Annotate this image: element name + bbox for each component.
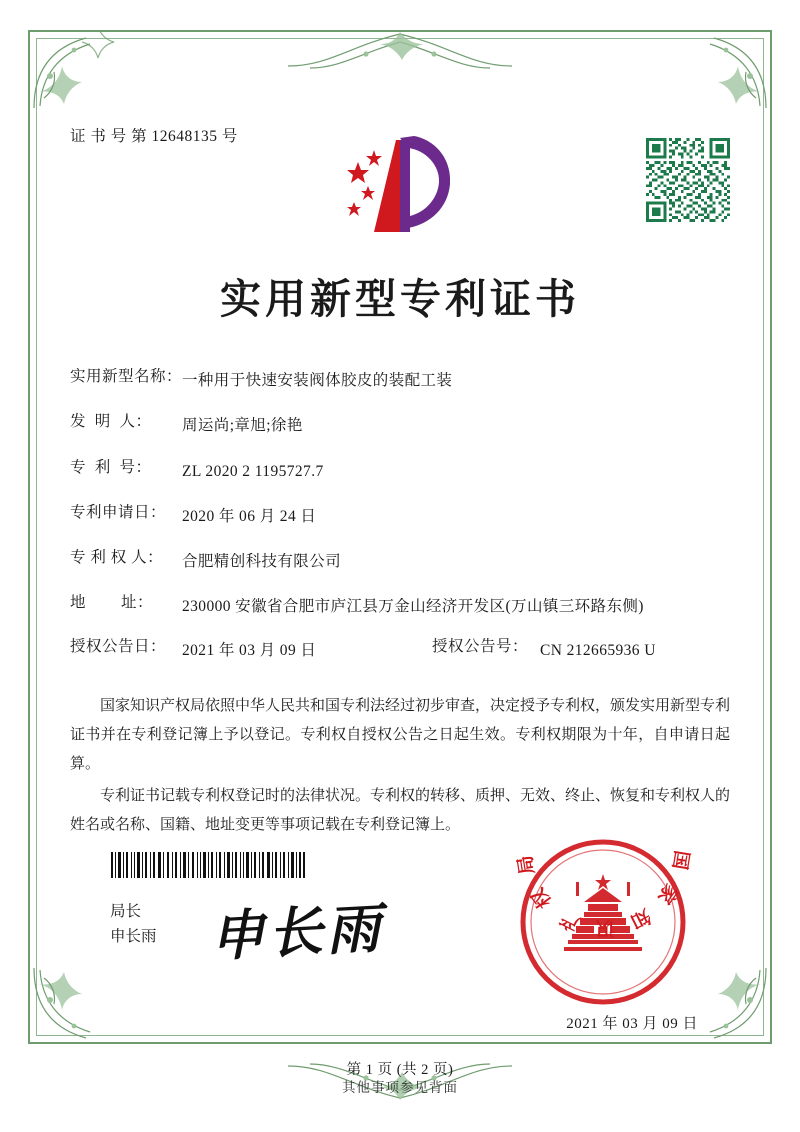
announce-date-label: 授权公告日： (70, 637, 167, 655)
qr-code-icon (646, 138, 730, 222)
field-value: 周运尚;章旭;徐艳 (182, 417, 303, 435)
footnote: 其他事项参见背面 (342, 1080, 458, 1095)
header-row (70, 124, 730, 244)
field-patentee (70, 550, 730, 573)
certificate-number: 证 书 号 第 12648135 号 (70, 128, 238, 145)
legal-paragraph-2: 专利证书记载专利权登记时的法律状况。专利权的转移、质押、无效、终止、恢复和专利权人的姓名或名称、国籍、地址变更等事项记载在专利登记簿上。 (70, 787, 731, 833)
field-label: 地 址： (70, 594, 154, 612)
field-label: 实用新型名称： (70, 368, 183, 385)
handwritten-signature: 申长雨 (208, 898, 386, 968)
field-label: 专 利 号： (70, 458, 152, 476)
announce-no-value: CN 212665936 U (540, 641, 656, 659)
field-label: 专利申请日： (70, 503, 167, 521)
ornament-top-center (280, 26, 520, 72)
field-address (70, 595, 730, 618)
field-value: 2020 年 06 月 24 日 (182, 507, 317, 525)
legal-text (70, 692, 730, 840)
page-title: 实用新型专利证书 (220, 276, 580, 322)
field-application-date (70, 505, 730, 528)
signature-block (110, 900, 157, 950)
field-label: 发 明 人： (70, 413, 152, 431)
page-number: 第 1 页 (共 2 页) (346, 1062, 454, 1078)
field-label: 专 利 权 人： (70, 549, 164, 566)
corner-ornament-bottom-left (30, 964, 126, 1044)
certificate-content (70, 100, 731, 1078)
field-utility-model-name (70, 369, 730, 392)
seal-date: 2021 年 03 月 09 日 (566, 1016, 698, 1032)
field-patent-number (70, 460, 730, 483)
director-title: 局长 (110, 903, 142, 920)
barcode (110, 852, 306, 878)
field-value: 230000 安徽省合肥市庐江县万金山经济开发区(万山镇三环路东侧) (182, 598, 644, 616)
field-value: 一种用于快速安装阀体胶皮的装配工装 (182, 372, 453, 389)
field-value: ZL 2020 2 1195727.7 (182, 462, 324, 480)
field-inventor (70, 414, 730, 437)
fields-list (70, 369, 730, 662)
field-grant-announcement (70, 639, 730, 662)
svg-text:国 家 知 识 产 权 局: 国 家 知 识 产 权 局 (514, 848, 692, 938)
legal-paragraph-1: 国家知识产权局依照中华人民共和国专利法经过初步审查，决定授予专利权，颁发实用新型专利证书并在专利登记簿上予以登记。专利权自授权公告之日起生效。专利权期限为十年，自申请日起算。 (70, 697, 731, 773)
announce-no-label: 授权公告号： (432, 637, 529, 655)
field-value: 合肥精创科技有限公司 (182, 553, 342, 570)
director-name: 申长雨 (110, 927, 157, 945)
official-seal (510, 826, 696, 1012)
announce-date-value: 2021 年 03 月 09 日 (182, 641, 317, 659)
cnipa-logo-icon (340, 132, 460, 238)
